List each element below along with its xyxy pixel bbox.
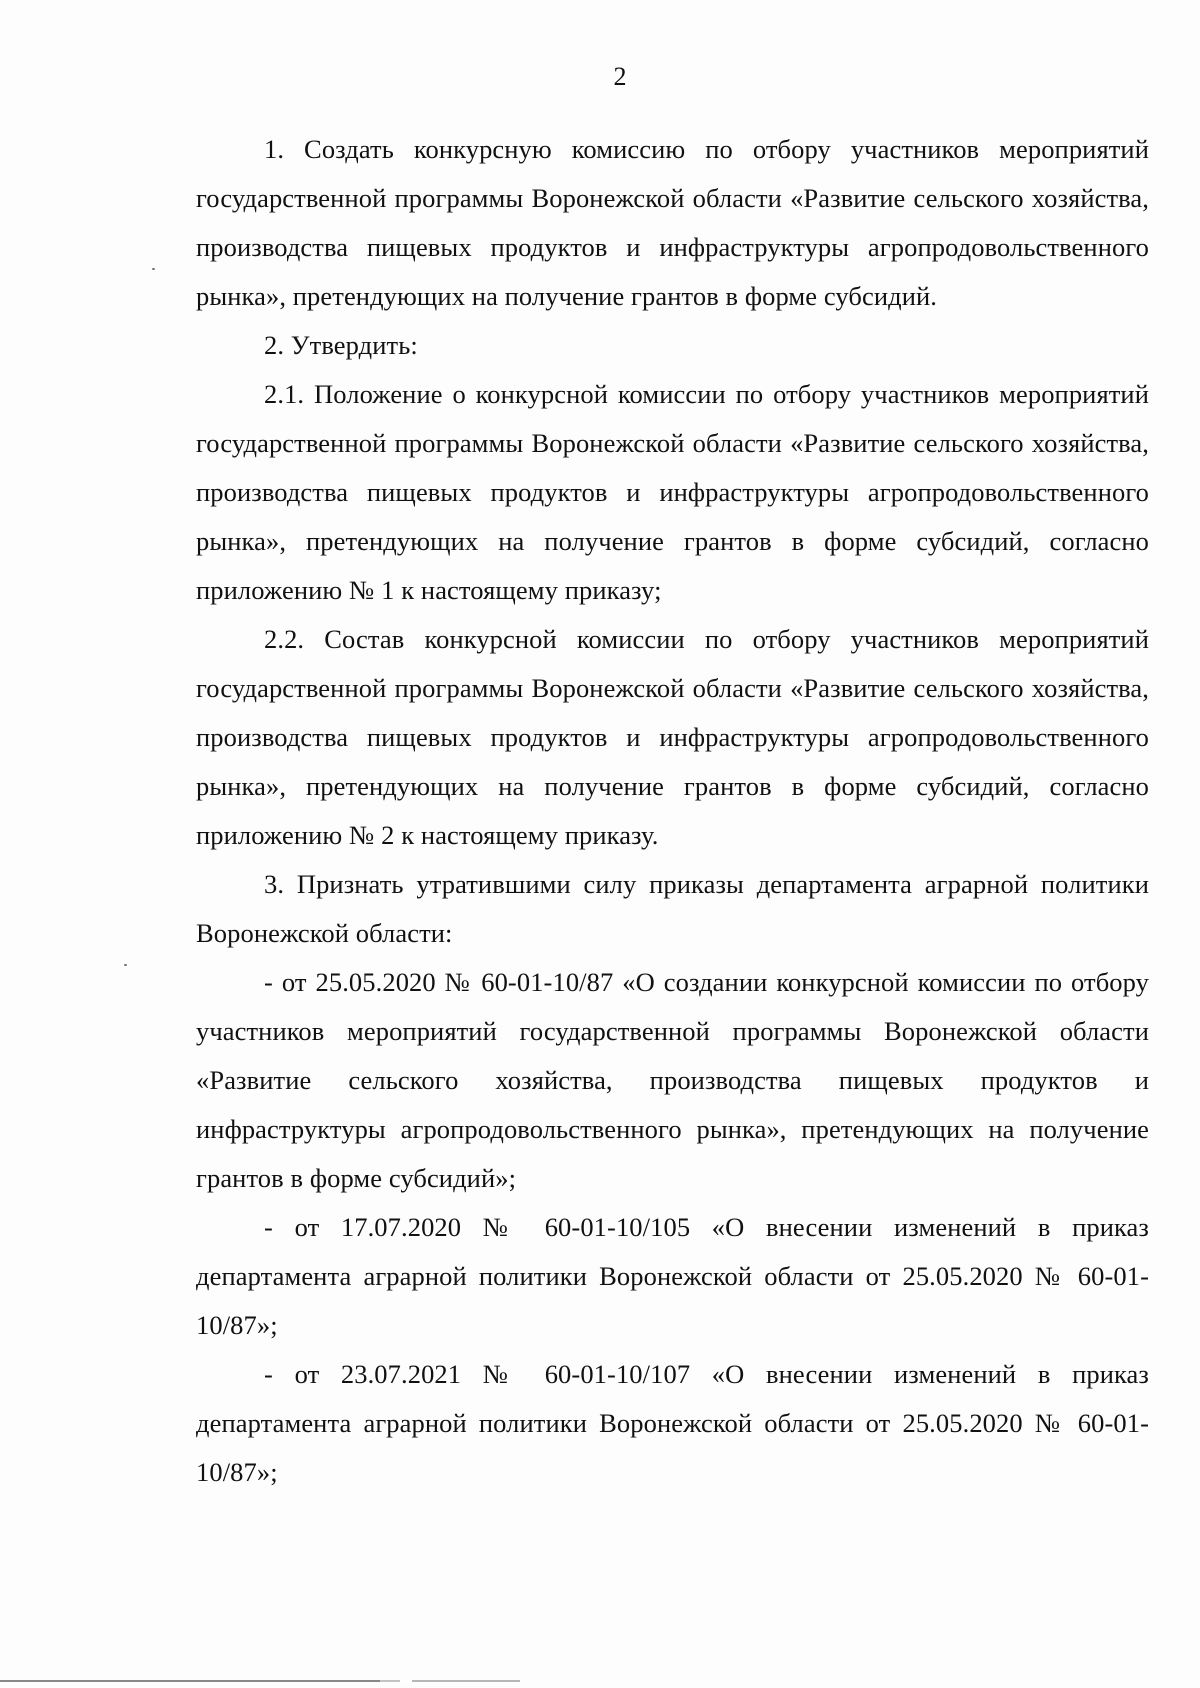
page-number: 2	[613, 62, 627, 91]
paragraph-2-2-composition: 2.2. Состав конкурсной комиссии по отбору участников мероприятий государственной программы Воронежской области «Развитие сельского хозяйства, производства пищевых продуктов и инфраструктуры агропродовольственного рынка», претендующих на получение грантов в форме субсидий, согласно приложению № 2 к настоящему приказу.	[196, 624, 1149, 850]
scan-bottom-edge	[0, 1680, 520, 1682]
list-item-order-60-01-10-87: - от 25.05.2020 № 60-01-10/87 «О создании конкурсной комиссии по отбору участников мероприятий государственной программы Воронежской области «Развитие сельского хозяйства, производства пищевых продуктов и инфраструктуры агропродовольственного рынка», претендующих на получение грантов в форме субсидий»;	[196, 967, 1149, 1193]
paragraph-2-approve: 2. Утвердить:	[264, 330, 418, 360]
list-item-order-60-01-10-105: - от 17.07.2020 № 60-01-10/105 «О внесении изменений в приказ департамента аграрной политики Воронежской области от 25.05.2020 № 60-01-10/87»;	[196, 1212, 1149, 1340]
document-body	[196, 125, 1149, 1497]
paragraph-1-create-commission: 1. Создать конкурсную комиссию по отбору участников мероприятий государственной программы Воронежской области «Развитие сельского хозяйства, производства пищевых продуктов и инфраструктуры агропродовольственного рынка», претендующих на получение грантов в форме субсидий.	[196, 134, 1149, 311]
paragraph-2-1-regulation: 2.1. Положение о конкурсной комиссии по отбору участников мероприятий государственной программы Воронежской области «Развитие сельского хозяйства, производства пищевых продуктов и инфраструктуры агропродовольственного рынка», претендующих на получение грантов в форме субсидий, согласно приложению № 1 к настоящему приказу;	[196, 379, 1149, 605]
scan-speck	[152, 268, 155, 270]
scan-speck	[124, 964, 127, 966]
paragraph-3-repeal: 3. Признать утратившими силу приказы департамента аграрной политики Воронежской области:	[196, 869, 1149, 948]
list-item-order-60-01-10-107: - от 23.07.2021 № 60-01-10/107 «О внесении изменений в приказ департамента аграрной политики Воронежской области от 25.05.2020 № 60-01-10/87»;	[196, 1359, 1149, 1487]
